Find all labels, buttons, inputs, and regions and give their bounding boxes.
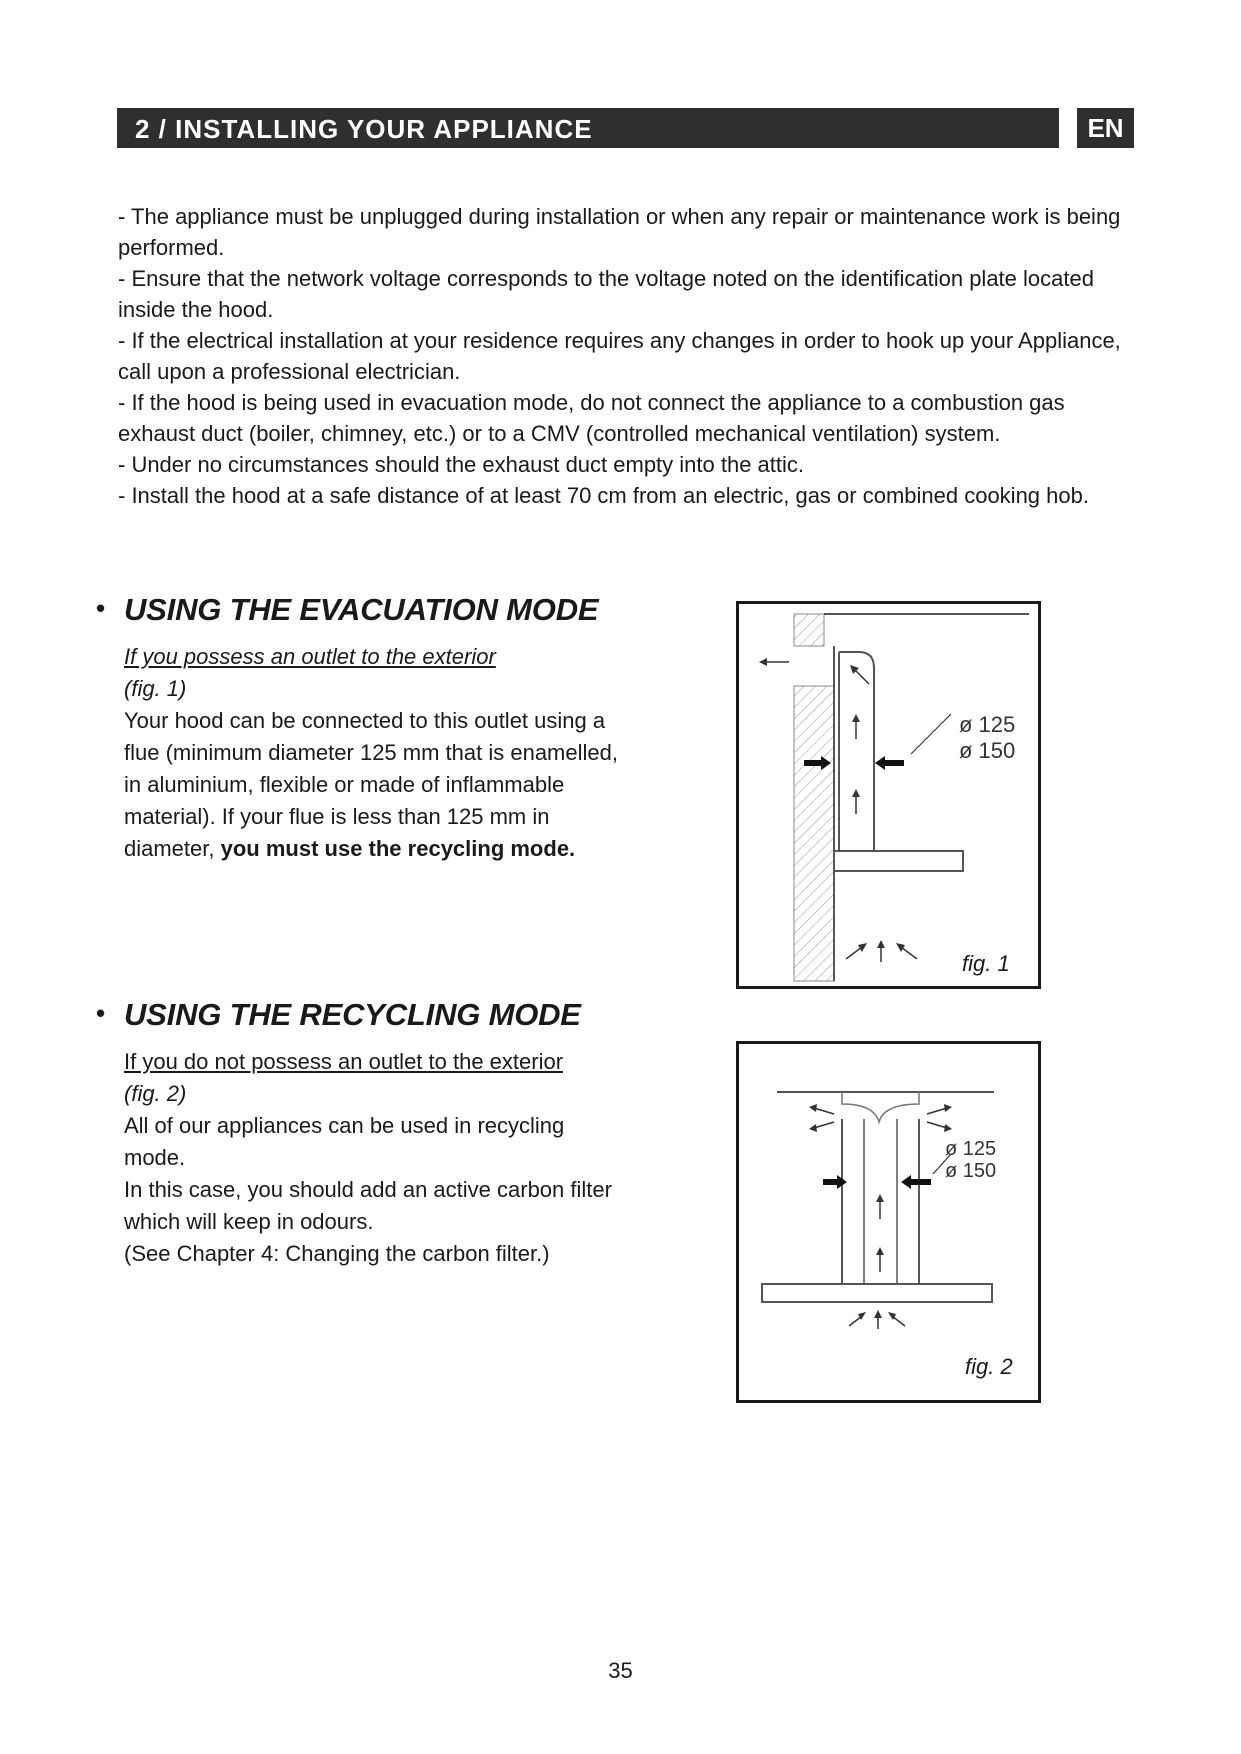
airflow-arrow-head (852, 789, 860, 797)
airflow-arrow-head (852, 714, 860, 722)
diameter-label-150: ø 150 (959, 738, 1016, 763)
evacuation-description-text: Your hood can be connected to this outlet using a flue (minimum diameter 125 mm that is enamelled, in aluminium, flexible or made of inflammable material). If your flue is less than 125 mm in diameter, (124, 708, 618, 861)
outflow-arrow-head (809, 1104, 817, 1112)
figure-2-caption: fig. 2 (965, 1354, 1013, 1379)
fig-reference: (fig. 1) (124, 676, 187, 701)
diameter-arrow-left (804, 760, 822, 766)
evacuation-description (124, 705, 624, 865)
recycling-diagram-drawing (739, 1044, 1038, 1400)
diameter-arrow-right (911, 1179, 931, 1185)
diameter-label-125: ø 125 (959, 712, 1016, 737)
airflow-arrow (854, 669, 869, 684)
safety-note: - Under no circumstances should the exhaust duct empty into the attic. (118, 452, 805, 477)
outflow-arrow-head (809, 1124, 817, 1132)
hood-canopy (762, 1284, 992, 1302)
safety-note: - The appliance must be unplugged during installation or when any repair or maintenance work is being performed. (118, 204, 1121, 260)
evacuation-subtitle: If you possess an outlet to the exterior (124, 644, 496, 669)
outflow-arrow (814, 1122, 834, 1128)
recycling-requirement: you must use the recycling mode. (220, 836, 576, 861)
fig-reference: (fig. 2) (124, 1081, 187, 1106)
recycling-line: All of our appliances can be used in recycling mode. (124, 1113, 565, 1170)
recycling-line: In this case, you should add an active carbon filter which will keep in odours. (124, 1177, 612, 1234)
inflow-arrow-head (896, 943, 905, 952)
inflow-arrow (901, 947, 917, 959)
figure-1-evacuation-diagram (736, 601, 1041, 989)
inflow-arrow-head (874, 1310, 882, 1318)
diameter-label-125: ø 125 (945, 1138, 997, 1160)
inflow-arrow-head (877, 940, 885, 948)
deflector (842, 1092, 919, 1122)
section-header-bar (117, 108, 1059, 148)
section-header-title: 2 / INSTALLING YOUR APPLIANCE (135, 114, 593, 144)
safety-note: - If the electrical installation at your residence requires any changes in order to hook up your Appliance, call upon a professional electrician. (118, 328, 1121, 384)
airflow-arrow-head (876, 1194, 884, 1202)
outflow-arrow (927, 1122, 947, 1128)
diameter-arrow-right-head (901, 1175, 911, 1189)
recycling-mode-body (124, 1046, 624, 1270)
wall-hatch (794, 686, 834, 981)
evacuation-diagram-drawing (739, 604, 1038, 986)
bullet-dot: • (96, 593, 106, 623)
evacuation-mode-body (124, 641, 624, 865)
language-badge: EN (1077, 108, 1134, 148)
safety-note: - Ensure that the network voltage corresponds to the voltage noted on the identification plate located inside the hood. (118, 266, 1094, 322)
dimension-leader (911, 714, 951, 754)
recycling-mode-title: USING THE RECYCLING MODE (124, 997, 581, 1032)
page-number: 35 (608, 1658, 633, 1683)
outflow-arrow-head (944, 1104, 952, 1112)
evacuation-mode-title: USING THE EVACUATION MODE (124, 592, 599, 627)
safety-note: - If the hood is being used in evacuation mode, do not connect the appliance to a combustion gas exhaust duct (boiler, chimney, etc.) or to a CMV (controlled mechanical ventilation) system. (118, 390, 1065, 446)
diameter-arrow-right-head (875, 756, 885, 770)
safety-note: - Install the hood at a safe distance of at least 70 cm from an electric, gas or combined cooking hob. (118, 483, 1089, 508)
diameter-arrow-left (823, 1179, 839, 1185)
outflow-arrow (814, 1108, 834, 1114)
outflow-arrow-head (759, 658, 767, 666)
figure-2-recycling-diagram (736, 1041, 1041, 1403)
bullet-dot: • (96, 998, 106, 1028)
ceiling-hatch (794, 614, 824, 646)
diameter-label-150: ø 150 (945, 1160, 997, 1182)
outflow-arrow-head (944, 1124, 952, 1132)
recycling-line: (See Chapter 4: Changing the carbon filter.) (124, 1241, 550, 1266)
airflow-arrow-head (876, 1247, 884, 1255)
inflow-arrow (846, 947, 862, 959)
hood-canopy (834, 851, 963, 871)
safety-notes (118, 201, 1138, 511)
figure-1-caption: fig. 1 (962, 951, 1010, 976)
diameter-arrow-right (884, 760, 904, 766)
recycling-subtitle: If you do not possess an outlet to the exterior (124, 1049, 564, 1074)
inflow-arrow-head (858, 943, 867, 952)
duct-outer (839, 652, 874, 851)
outflow-arrow (927, 1108, 947, 1114)
